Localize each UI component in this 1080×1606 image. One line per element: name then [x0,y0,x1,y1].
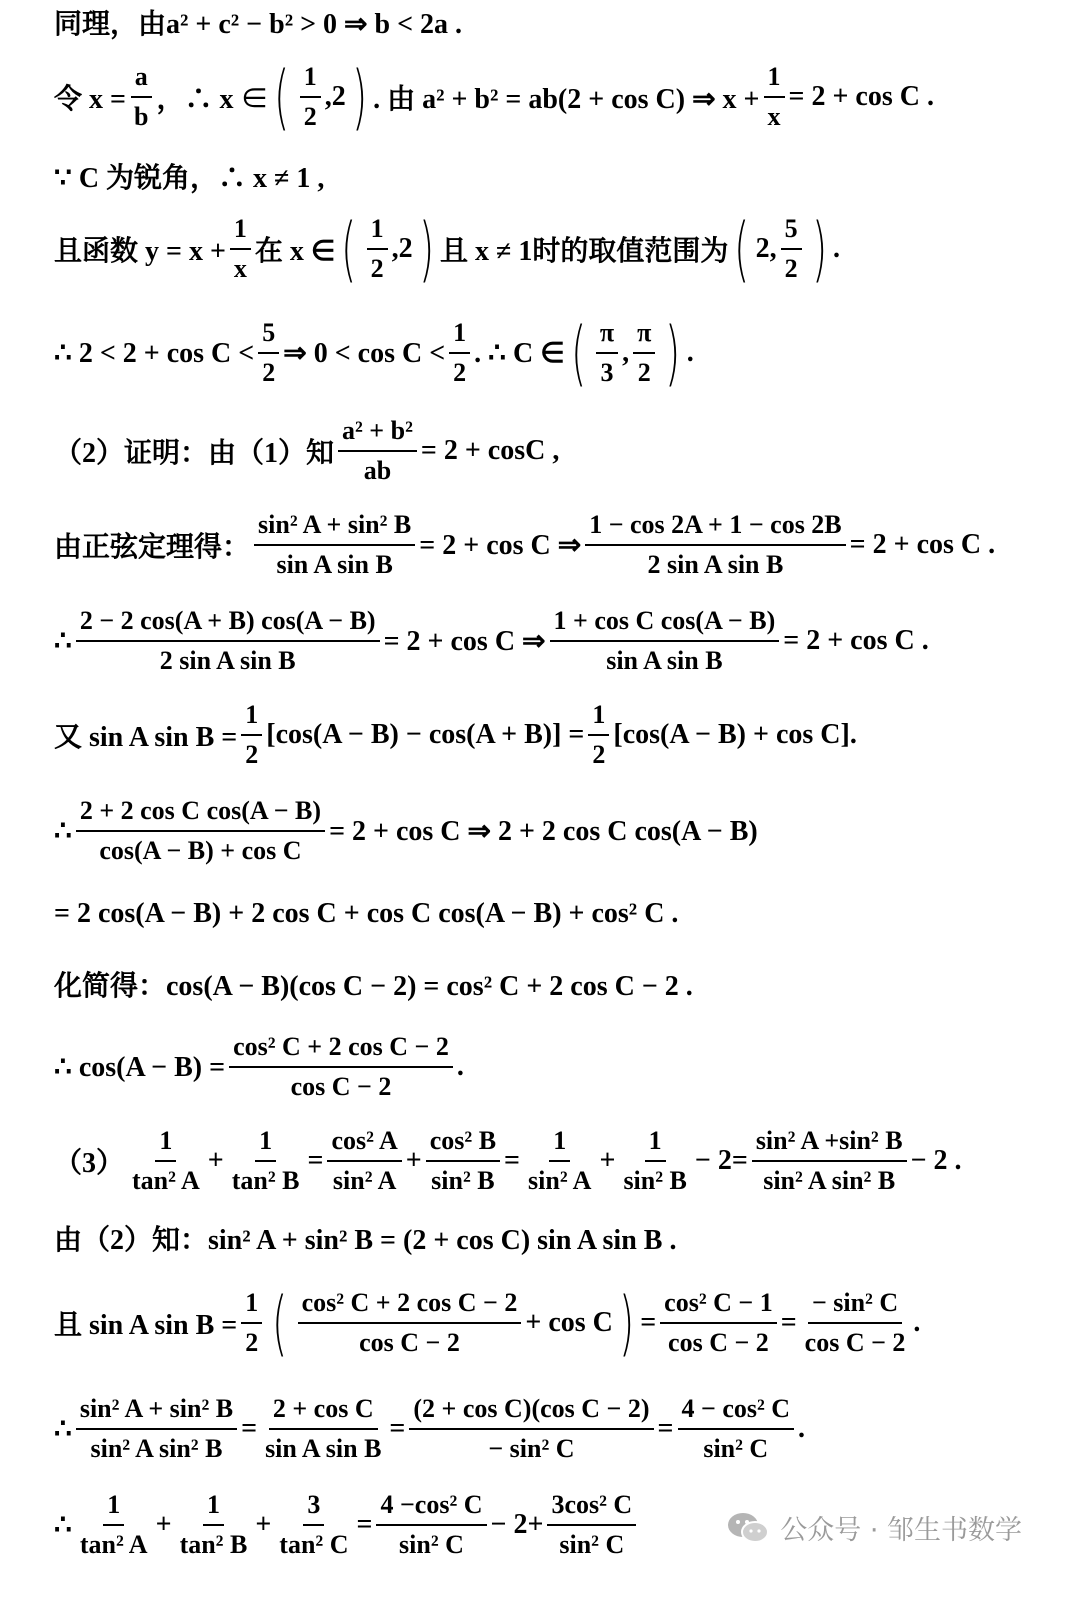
fraction: $\frac{1}{2}$ [449,316,470,390]
fraction: $\frac{1}{2}$ [241,698,262,772]
line-text: （2）证明：由（1）知 [54,438,335,469]
fraction: $\frac{\pi}{3}$ [596,316,618,390]
fraction: $\frac{\text{4 −cos² C}}{\text{sin² C}}$ [376,1488,486,1562]
fraction: $\frac{1}{\text{tan² A}}$ [132,1126,200,1195]
line-text: 由（2）知：sin² A + sin² B = (2 + cos C) sin A sin B . [54,1225,677,1256]
fraction: $\frac{1}{2}$ [588,698,609,772]
fraction: $\frac{\text{cos² B}}{\text{sin² B}}$ [426,1124,500,1198]
fraction: $\frac{1}{\text{tan² A}}$ [79,1490,148,1559]
solution-line-14: （3） $\frac{1}{\text{tan² A}}$ + $\frac{1}{\text{tan² B}}$ = $\frac{\text{cos² A}}{\text{sin² A}}$ + $\frac{\text{cos² B}}{\text{sin² B}}$ = $\frac{1}{\text{sin² A}}$ + $\frac{1}{\text{sin² B}}$ − 2= $\frac{\text{sin² A +sin² B}}{\text{sin² A sin² B}}$ − 2 . [54,1124,1060,1198]
line-text: = 2 + cosC , [420,435,560,466]
line-text: = 2 + cos C ⇒ [383,626,546,657]
line-text: ∵ C 为锐角，∴ x ≠ 1 , [54,163,325,194]
wechat-watermark [726,1508,1022,1547]
line-text: = 2 + cos C ⇒ 2 + 2 cos C cos(A − B) [329,816,758,847]
fraction: $\frac{\text{4 − cos² C}}{\text{sin² C}}$ [678,1392,795,1466]
fraction: $\frac{\text{1 + cos C cos(A − B)}}{\text{sin A sin B}}$ [550,604,780,678]
fraction: $\frac{1}{\text{sin² A}}$ [528,1126,592,1195]
solution-line-3 [54,156,1060,196]
fraction: $\frac{5}{2}$ [781,212,802,286]
fraction: $\frac{\text{sin² A + sin² B}}{\text{sin A sin B}}$ [254,508,415,582]
line-text: . [456,1051,464,1082]
line-text: ∴ cos(A − B) = [54,1052,226,1083]
fraction: $\frac{5}{2}$ [258,316,279,390]
line-text: = 2 + cos C . [849,529,996,560]
line-text: 2, [755,233,777,264]
line-text: ∴ 2 < 2 + cos C < [54,338,255,369]
watermark-text: 公众号 · 邹生书数学 [780,1515,1022,1546]
wechat-icon [726,1510,770,1546]
solution-line-16: 且 sin A sin B = $\frac{1}{2}$ ( $\frac{\text{cos² C + 2 cos C − 2}}{\text{cos C − 2}}$ + cos C ) = $\frac{\text{cos² C − 1}}{\text{cos C − 2}}$ = $\frac{\text{− sin² C}}{\text{cos C − 2}}$ . [54,1282,921,1364]
line-text: . [686,337,694,368]
line-text: 化简得：cos(A − B)(cos C − 2) = cos² C + 2 cos C − 2 . [54,971,693,1002]
solution-line-7 [54,508,1060,582]
solution-line-9 [54,698,1060,772]
line-text: 同理，由a² + c² − b² > 0 ⇒ b < 2a . [54,9,463,40]
solution-line-4: 且函数 y = x + $\frac{1}{x}$ 在 x ∈ ( $\frac{1}{2}$ ,2 ) 且 x ≠ 1时的取值范围为 ( 2, $\frac{5}{2}$ ) . [54,208,840,290]
line-text: . ∴ C ∈ [474,338,565,369]
solution-line-8 [54,604,1060,678]
solution-line-2: 令 x = $\frac{a}{b}$ ，∴ x ∈ ( $\frac{1}{2}$ ,2 ) . 由 a² + b² = ab(2 + cos C) ⇒ x + $\frac{1}{x}$ = 2 + cos C . [54,56,934,138]
line-text: ⇒ 0 < cos C < [283,338,446,369]
solution-line-11 [54,898,1060,930]
line-text: （3） [54,1148,125,1179]
line-text: 且 sin A sin B = [54,1310,238,1341]
fraction: $\frac{1}{2}$ [367,212,388,286]
line-text: 令 x = [54,84,126,115]
fraction: $\frac{\pi}{2}$ [633,316,655,390]
line-text: . [832,233,840,264]
solution-line-6 [54,414,1060,488]
fraction: $\frac{1}{2}$ [241,1286,262,1360]
fraction: $\frac{1}{\text{tan² B}}$ [231,1126,300,1195]
fraction: $\frac{1}{\text{tan² B}}$ [179,1490,248,1559]
line-text: = 2 + cos C ⇒ [419,530,582,561]
fraction: $\frac{\text{3cos² C}}{\text{sin² C}}$ [547,1488,636,1562]
fraction: $\frac{a}{b}$ [130,60,152,134]
line-text: 由正弦定理得： [54,532,251,563]
fraction: $\frac{\text{sin² A + sin² B}}{\text{sin² A sin² B}}$ [76,1392,237,1466]
fraction: $\frac{\text{cos² C + 2 cos C − 2}}{\text{cos C − 2}}$ [229,1030,453,1104]
solution-line-12 [54,964,1060,1004]
fraction: $\frac{1}{\text{sin² B}}$ [623,1126,687,1195]
fraction: $\frac{\text{a² + b²}}{ab}$ [338,414,417,488]
line-text: = 2 cos(A − B) + 2 cos C + cos C cos(A − B) + cos² C . [54,898,679,929]
fraction: $\frac{1 - \cos 2A + 1 - \cos 2B}{\text{2 sin A sin B}}$ [585,508,845,582]
line-text: ，∴ x ∈ [156,84,269,115]
line-text: 在 x ∈ [254,236,336,267]
line-text: = 2 + cos C . [788,81,934,112]
line-text: [cos(A − B) − cos(A + B)] = [266,719,585,750]
fraction: $\frac{\text{− sin² C}}{\text{cos C − 2}}$ [804,1288,906,1357]
fraction: $\frac{\text{cos² C + 2 cos C − 2}}{\text{cos C − 2}}$ [298,1286,522,1360]
solution-line-13 [54,1030,1060,1104]
solution-line-18: ∴ $\frac{1}{\text{tan² A}}$ + $\frac{1}{\text{tan² B}}$ + $\frac{3}{\text{tan² C}}$ = $\frac{\text{4 −cos² C}}{\text{sin² C}}$ − 2+ $\frac{\text{3cos² C}}{\text{sin² C}}$ [54,1488,1060,1562]
line-text: [cos(A − B) + cos C]. [613,719,857,750]
fraction: $\frac{3}{\text{tan² C}}$ [279,1490,349,1559]
line-text: 且函数 y = x + [54,236,226,267]
line-text: 又 sin A sin B = [54,722,238,753]
solution-line-5: ∴ 2 < 2 + cos C < $\frac{5}{2}$ ⇒ 0 < cos C < $\frac{1}{2}$ . ∴ C ∈ ( $\frac{\pi}{3}$ , $\frac{\pi}{2}$ ) . [54,312,694,394]
solution-line-1 [54,2,1060,42]
fraction: $\frac{1}{2}$ [300,60,321,134]
fraction: $\frac{\text{2 + cos C}}{\text{sin A sin B}}$ [265,1394,382,1463]
fraction: $\frac{1}{x}$ [764,60,785,134]
solution-line-15 [54,1218,1060,1258]
line-text: 且 x ≠ 1时的取值范围为 [439,236,729,267]
line-text: ∴ [54,816,72,847]
solution-line-10 [54,794,1060,868]
fraction: $\frac{\text{sin² A +sin² B}}{\text{sin² A sin² B}}$ [752,1124,907,1198]
fraction: $\frac{\text{cos² A}}{\text{sin² A}}$ [327,1124,401,1198]
fraction: $\frac{\text{(2 + cos C)(cos C − 2)}}{\text{− sin² C}}$ [409,1392,653,1466]
fraction: $\frac{\text{2 + 2 cos C cos(A − B)}}{\text{cos(A − B) + cos C}}$ [76,794,325,868]
fraction: $\frac{1}{x}$ [230,212,251,286]
fraction: $\frac{2 - 2 \cos(A + B) \cos(A - B)}{\text{2 sin A sin B}}$ [76,604,380,678]
line-text: = 2 + cos C . [783,625,929,656]
solution-line-17: ∴ $\frac{\text{sin² A + sin² B}}{\text{sin² A sin² B}}$ = $\frac{\text{2 + cos C}}{\text{sin A sin B}}$ = $\frac{\text{(2 + cos C)(cos C − 2)}}{\text{− sin² C}}$ = $\frac{\text{4 − cos² C}}{\text{sin² C}}$ . [54,1392,1060,1466]
line-text: ∴ [54,626,72,657]
line-text: ,2 [391,233,413,264]
line-text: ,2 [324,81,346,112]
fraction: $\frac{\text{cos² C − 1}}{\text{cos C − 2}}$ [660,1286,777,1360]
line-text: . 由 a² + b² = ab(2 + cos C) ⇒ x + [373,84,760,115]
